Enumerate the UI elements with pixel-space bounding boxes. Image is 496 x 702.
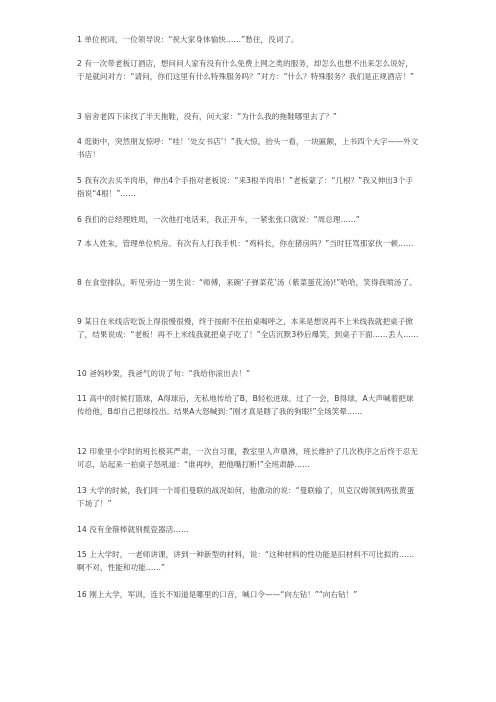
- paragraph-2: 2 有一次带老板订酒店，想问问人家有没有什么免费上网之类的服务，却怎么也想不出来怎么说好，于是就问对方：“请问，你们这里有什么特殊服务吗？”对方：“什么？特殊服务？我们是正规酒店！”: [77, 59, 414, 81]
- paragraph-5: 5 我有次去买羊肉串，伸出4个手指对老板说：“来3根羊肉串！”老板蒙了：“几根？”我又伸出3个手指说“4根！”……: [77, 176, 414, 198]
- paragraph-13: 13 大学的时候，我们同一个哥们曼联的战况如何，他激动的说：“曼联输了，贝克汉姆领到两张黄蛋下场了！”: [77, 486, 415, 508]
- paragraph-7: 7 本人姓朱，管理单位机房。有次有人打我手机：“鸡科长，你在猪房吗？”当时狂骂那家伙一顿……: [77, 239, 414, 248]
- paragraph-15: 15 上大学时，一老师讲课，讲到一种新型的材料，说：“这种材料的性功能是旧材料不可比拟的……啊不对，性能和功能……”: [77, 550, 415, 572]
- paragraph-1: 1 单位祝词，一位领导说：“祝大家身体愉快……”愁住，没词了。: [77, 35, 299, 44]
- paragraph-3: 3 宿舍老四下床找了半天拖鞋，没有，问大家：“为什么我的拖鞋哪里去了？”: [77, 112, 337, 121]
- paragraph-8: 8 在食堂排队，听见旁边一男生说：“师傅，来碗‘子弹菜花’汤（紫菜蛋花汤)!”哈哈，笑得我喷汤了。: [77, 278, 417, 287]
- paragraph-16: 16 刚上大学，军训，连长不知道是哪里的口音，喊口令——“向左钻！”“向右钻！”: [77, 590, 358, 599]
- paragraph-12: 12 印象里小学时的班长极其严肃，一次自习课，教室里人声鼎沸，班长维护了几次秩序之后终于忍无可忍，站起来一拍桌子怒吼道：“谁再吵，把他嘴打断!”全班肃静……: [77, 447, 418, 469]
- paragraph-9: 9 某日在米线店吃饭上得很慢很慢，终于按耐不住拍桌喝呼之，本来是想说再不上米线我就把桌子掀了，结果说成：“老板！再不上米线我就把桌子吃了！”全店沉默3秒后爆笑，到桌子下面……丢人……: [77, 317, 419, 339]
- paragraph-10: 10 爸妈吵架，我爸气的说了句：“我给你滚出去！”: [77, 369, 251, 378]
- paragraph-6: 6 我们的总经理姓周，一次他打电话来，我正开车，一紧张张口就说：“周总理……”: [77, 215, 360, 224]
- paragraph-11: 11 高中的时候打篮球，A得球后，无私地传给了B，B轻松进球。过了一会，B得球，A大声喊着把球传给他，B却自己把球投出。结果A大怒喊到：”刚才真是瞎了我的狗眼!”全场笑晕……: [77, 394, 414, 416]
- paragraph-14: 14 没有金箍棒就别揽瓷器活……: [77, 525, 189, 534]
- paragraph-4: 4 逛街中，突然朋友惊呼：“哇！‘处女书店’！”我大惊，抬头一看，一块匾额，上书四个大字——外文书店！: [77, 137, 419, 159]
